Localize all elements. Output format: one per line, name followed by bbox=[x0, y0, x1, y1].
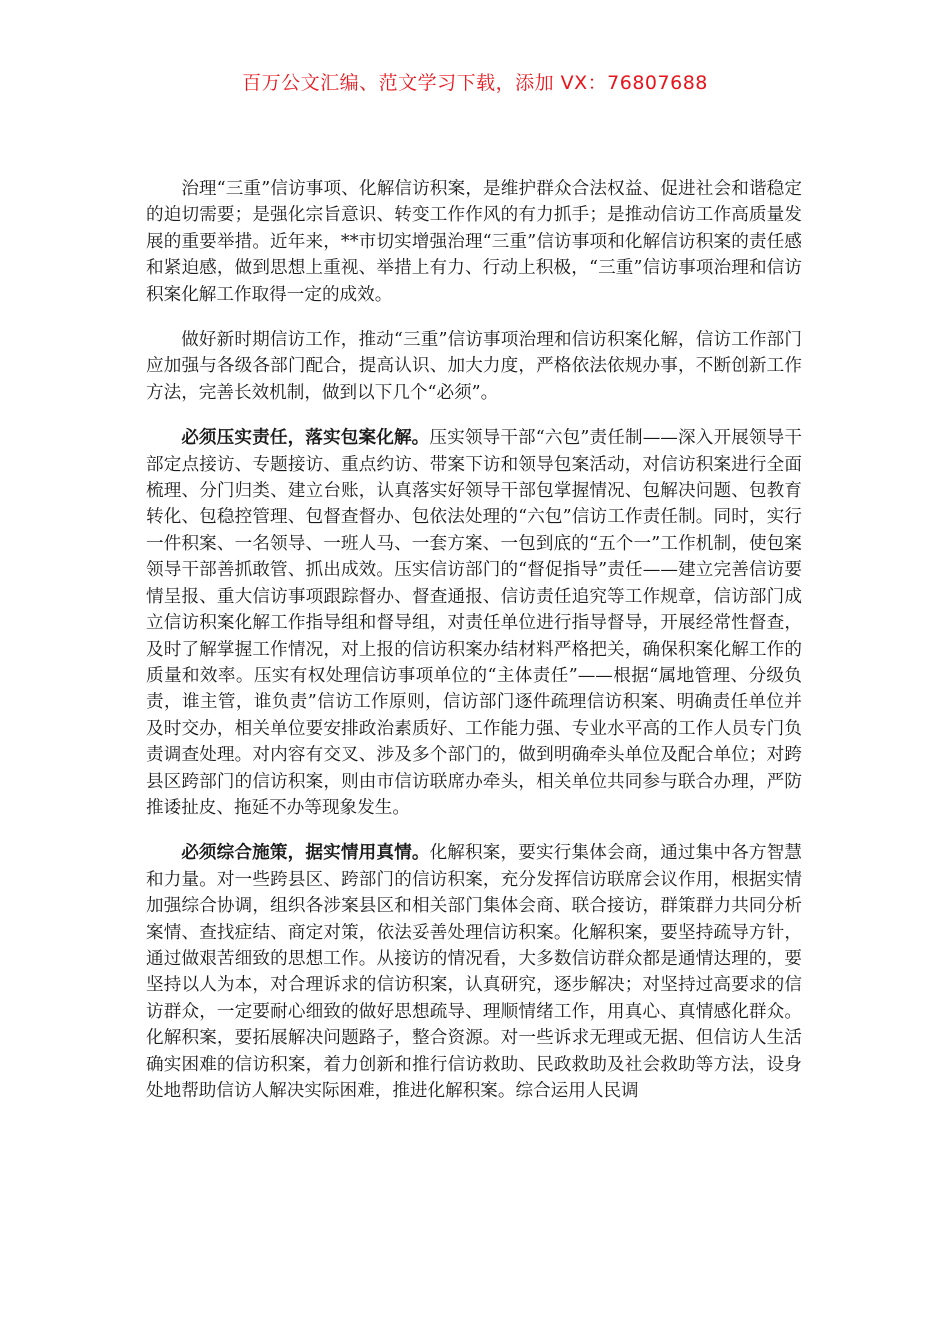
paragraph-text: 压实领导干部“六包”责任制——深入开展领导干部定点接访、专题接访、重点约访、带案下访和领导包案活动，对信访积案进行全面梳理、分门归类、建立台账，认真落实好领导干部包掌握情况、包解决问题、包教育转化、包稳控管理、包督查督办、包依法处理的“六包”信访工作责任制。同时，实行一件积案、一名领导、一班人马、一套方案、一包到底的“五个一”工作机制，使包案领导干部善抓敢管、抓出成效。压实信访部门的“督促指导”责任——建立完善信访要情呈报、重大信访事项跟踪督办、督查通报、信访责任追究等工作规章，信访部门成立信访积案化解工作指导组和督导组，对责任单位进行指导督导，开展经常性督查，及时了解掌握工作情况，对上报的信访积案办结材料严格把关，确保积案化解工作的质量和效率。压实有权处理信访事项单位的“主体责任”——根据“属地管理、分级负责，谁主管，谁负责”信访工作原则，信访部门逐件疏理信访积案、明确责任单位并及时交办，相关单位要安排政治素质好、工作能力强、专业水平高的工作人员专门负责调查处理。对内容有交叉、涉及多个部门的，做到明确牵头单位及配合单位；对跨县区跨部门的信访积案，则由市信访联席办牵头，相关单位共同参与联合办理，严防推诿扯皮、拖延不办等现象发生。 bbox=[146, 428, 802, 818]
paragraph-responsibility bbox=[146, 425, 802, 821]
paragraph-text: 化解积案，要实行集体会商，通过集中各方智慧和力量。对一些跨县区、跨部门的信访积案，充分发挥信访联席会议作用，根据实情加强综合协调，组织各涉案县区和相关部门集体会商、联合接访，群策群力共同分析案情、查找症结、商定对策，依法妥善处理信访积案。化解积案，要坚持疏导方针，通过做艰苦细致的思想工作。从接访的情况看，大多数信访群众都是通情达理的，要坚持以人为本，对合理诉求的信访积案，认真研究，逐步解决；对坚持过高要求的信访群众，一定要耐心细致的做好思想疏导、理顺情绪工作，用真心、真情感化群众。化解积案，要拓展解决问题路子，整合资源。对一些诉求无理或无据、但信访人生活确实困难的信访积案，着力创新和推行信访救助、民政救助及社会救助等方法，设身处地帮助信访人解决实际困难，推进化解积案。综合运用人民调 bbox=[146, 843, 802, 1101]
paragraph-overview bbox=[146, 327, 802, 406]
document-body bbox=[146, 176, 802, 1123]
paragraph-lead-heading: 必须压实责任，落实包案化解。 bbox=[181, 427, 430, 449]
paragraph-lead-heading: 必须综合施策，据实情用真情。 bbox=[181, 842, 430, 864]
paragraph-text: 治理“三重”信访事项、化解信访积案，是维护群众合法权益、促进社会和谐稳定的迫切需要；是强化宗旨意识、转变工作作风的有力抓手；是推动信访工作高质量发展的重要举措。近年来，**市切实增强治理“三重”信访事项和化解信访积案的责任感和紧迫感，做到思想上重视、举措上有力、行动上积极，“三重”信访事项治理和信访积案化解工作取得一定的成效。 bbox=[146, 179, 802, 305]
paragraph-intro bbox=[146, 176, 802, 308]
paragraph-comprehensive bbox=[146, 840, 802, 1104]
paragraph-text: 做好新时期信访工作，推动“三重”信访事项治理和信访积案化解，信访工作部门应加强与各级各部门配合，提高认识、加大力度，严格依法依规办事，不断创新工作方法，完善长效机制，做到以下几个“必须”。 bbox=[146, 330, 802, 403]
header-banner: 百万公文汇编、范文学习下载，添加 VX：76807688 bbox=[242, 72, 708, 94]
